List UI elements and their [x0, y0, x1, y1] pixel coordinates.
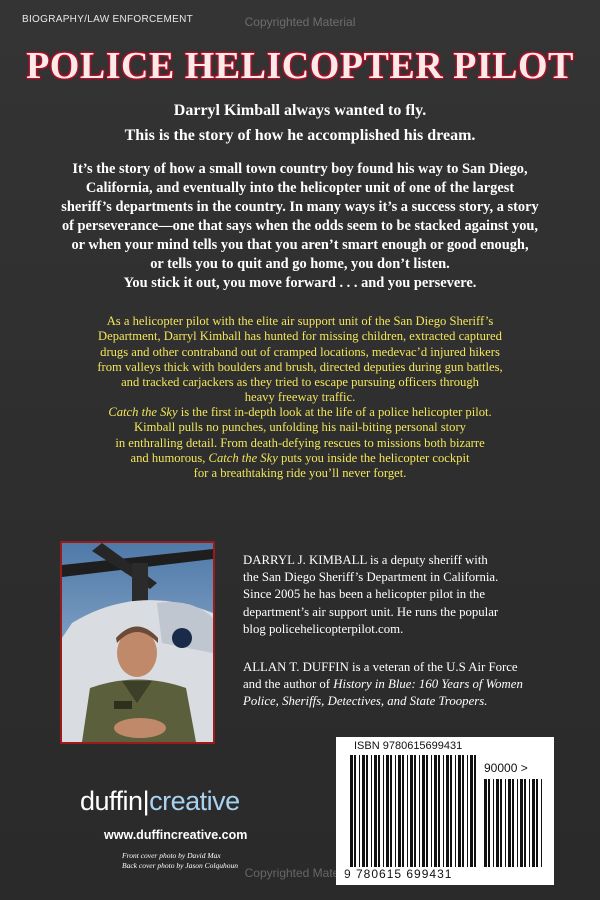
story-line: It’s the story of how a small town country boy found his way to San Diego, [72, 161, 528, 177]
logo-part-creative: creative [149, 786, 240, 816]
barcode-bar [529, 779, 530, 867]
story-line: You stick it out, you move forward . . . and you persevere. [123, 275, 477, 291]
book-title-italic: Catch the Sky [108, 405, 178, 419]
barcode-bar [493, 779, 494, 867]
bio-text: and the author of [243, 677, 334, 692]
barcode-bar [426, 755, 428, 867]
barcode-bar [508, 779, 511, 867]
pitch-line: Kimball pulls no punches, unfolding his nail-biting personal story [134, 420, 466, 435]
barcode-bar [455, 755, 456, 867]
barcode-bar [386, 755, 389, 867]
barcode-bar [488, 779, 490, 867]
story-paragraph [20, 160, 580, 293]
book-reference-italic: Police, Sheriffs, Detectives, and State Troopers. [243, 694, 488, 709]
barcode-bar [359, 755, 360, 867]
logo-part-duffin: duffin [80, 786, 143, 816]
barcode-bars [336, 737, 554, 885]
barcode-bar [512, 779, 514, 867]
barcode-bar [354, 755, 356, 867]
barcode-bar [398, 755, 401, 867]
price-code: 90000 > [484, 761, 528, 775]
pitch-text: is the first in-depth look at the life of a police helicopter pilot. [177, 405, 492, 419]
barcode-bar [422, 755, 425, 867]
isbn-barcode [336, 737, 554, 885]
bio-line: the San Diego Sheriff’s Department in California. [243, 570, 499, 585]
barcode-bar [419, 755, 420, 867]
back-photo-credit: Back cover photo by Jason Colquhoun [122, 861, 239, 870]
barcode-bar [458, 755, 461, 867]
watermark-bottom: Copyrighted Material [244, 866, 356, 880]
category-label: BIOGRAPHY/LAW ENFORCEMENT [22, 14, 194, 25]
pitch-line: for a breathtaking ride you’ll never forget. [193, 466, 407, 481]
story-line: or when your mind tells you that you aren’t smart enough or good enough, [71, 237, 529, 253]
description-line: drugs and other contraband out of cramped locations, medevac’d injured hikers [100, 344, 500, 359]
description-line: heavy freeway traffic. [244, 390, 356, 405]
barcode-bar [383, 755, 384, 867]
description-line: As a helicopter pilot with the elite air support unit of the San Diego Sheriff’s [106, 314, 494, 328]
book-reference-italic: History in Blue: 160 Years of Women [333, 677, 523, 692]
bio-line: DARRYL J. KIMBALL is a deputy sheriff with [243, 553, 488, 567]
isbn-label: ISBN 9780615699431 [354, 740, 463, 752]
barcode-bar [517, 779, 518, 867]
barcode-bar [474, 755, 476, 867]
barcode-bar [438, 755, 440, 867]
story-line: of perseverance—one that says when the odds seem to be stacked against you, [61, 218, 539, 234]
bio-line: department’s air support unit. He runs the popular [243, 604, 499, 619]
pilot-description-paragraph [20, 314, 580, 406]
front-photo-credit: Front cover photo by David Max [122, 851, 221, 860]
bio-line: Since 2005 he has been a helicopter pilot in the [243, 587, 486, 602]
barcode-bar [524, 779, 526, 867]
bio-line: blog policehelicopterpilot.com. [243, 621, 404, 636]
author-bio-duffin [243, 659, 563, 711]
pitch-text: and humorous, [130, 450, 209, 465]
pitch-line [20, 405, 580, 420]
barcode-bar [407, 755, 408, 867]
barcode-bar [484, 779, 487, 867]
barcode-bar [541, 779, 542, 867]
barcode-bar [496, 779, 499, 867]
pilot-portrait-illustration [62, 543, 213, 742]
barcode-bar [434, 755, 437, 867]
barcode-bar [374, 755, 377, 867]
barcode-bar [366, 755, 368, 867]
bio-line: ALLAN T. DUFFIN is a veteran of the U.S Air Force [243, 660, 518, 674]
watermark-top: Copyrighted Material [244, 15, 356, 29]
pitch-text: puts you inside the helicopter cockpit [277, 450, 470, 465]
book-title-italic: Catch the Sky [208, 450, 278, 465]
barcode-bar [390, 755, 392, 867]
barcode-bar [470, 755, 473, 867]
barcode-bar [500, 779, 502, 867]
barcode-bar [443, 755, 444, 867]
lead-line-2: This is the story of how he accomplished his dream. [124, 127, 476, 144]
bio-line [243, 693, 563, 710]
book-title: POLICE HELICOPTER PILOT [26, 45, 574, 87]
barcode-bar [402, 755, 404, 867]
description-line: and tracked carjackers as they tried to escape pursuing officers through [121, 375, 479, 390]
isbn-digits: 9 780615 699431 [344, 867, 453, 881]
barcode-bar [362, 755, 365, 867]
description-line: from valleys thick with boulders and brush, directed deputies during gun battles, [97, 359, 503, 374]
book-pitch-paragraph [20, 405, 580, 481]
story-line: sheriff’s departments in the country. In many ways it’s a success story, a story [61, 199, 539, 215]
pitch-line [20, 451, 580, 466]
lead-line-1: Darryl Kimball always wanted to fly. [173, 102, 427, 119]
barcode-bar [395, 755, 396, 867]
logo-separator: | [142, 786, 150, 816]
barcode-bar [532, 779, 535, 867]
barcode-bar [467, 755, 468, 867]
barcode-bar [536, 779, 538, 867]
story-line: California, and eventually into the helicopter unit of one of the largest [85, 180, 515, 196]
barcode-bar [505, 779, 506, 867]
story-line: or tells you to quit and go home, you don’t listen. [150, 256, 450, 272]
barcode-bar [410, 755, 413, 867]
barcode-bar [446, 755, 449, 867]
pitch-line: in enthralling detail. From death-defying rescues to missions both bizarre [115, 435, 485, 450]
barcode-bar [462, 755, 464, 867]
bio-line [243, 676, 563, 693]
barcode-bar [431, 755, 432, 867]
author-bio-kimball [243, 552, 563, 638]
publisher-url: www.duffincreative.com [104, 828, 248, 842]
publisher-logo [80, 786, 240, 817]
description-line: Department, Darryl Kimball has hunted for missing children, extracted captured [98, 329, 502, 344]
author-photo [60, 541, 215, 744]
barcode-bar [371, 755, 372, 867]
barcode-bar [350, 755, 353, 867]
barcode-bar [378, 755, 380, 867]
barcode-bar [414, 755, 416, 867]
barcode-bar [520, 779, 523, 867]
barcode-bar [450, 755, 452, 867]
